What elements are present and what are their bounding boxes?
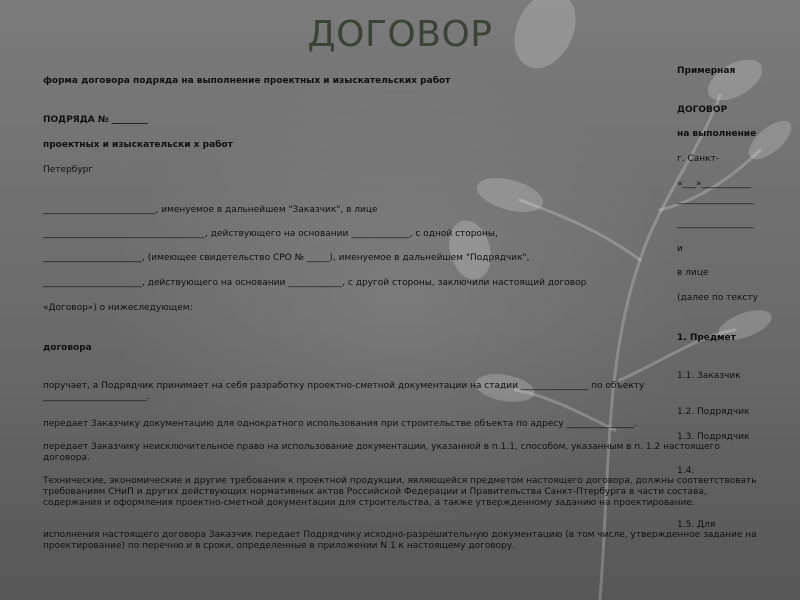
clause-1-5-label: 1.5. Для: [677, 520, 716, 530]
clause-1-1-text: поручает, а Подрядчик принимает на себя разработку проектно-сметной документации на стадии _______________ по объекту: [43, 381, 645, 391]
clause-1-5-text: исполнения настоящего договора Заказчик передает Подрядчику исходно-разрешительную документацию (в том числе, утвержденное задание на проектирование) по перечню и в сроки, определенные в приложении N 1 к настоящему договору.: [43, 530, 757, 551]
contract-number-line: ПОДРЯДА № ________: [43, 115, 148, 125]
works-line: проектных и изыскательски х работ: [43, 140, 233, 150]
agreement-line: «Договор») о нижеследующем:: [43, 303, 193, 313]
clause-1-2-label: 1.2. Подрядчик: [677, 407, 750, 417]
right-primernaya: Примерная: [677, 66, 736, 76]
right-v-litse: в лице: [677, 268, 709, 278]
other-side-line: ______________________, действующего на основании ____________, с другой стороны, заключили настоящий договор: [43, 278, 587, 288]
clause-1-4-label: 1.4.: [677, 466, 695, 476]
right-and: и: [677, 244, 683, 254]
right-blank-1: _________________: [677, 195, 754, 205]
section-1-heading: 1. Предмет: [677, 333, 736, 343]
clause-1-3-text: передает Заказчику неисключительное право на использование документации, указанной в п.1.1, способом, указанным в п. 1.2 настоящего договора.: [43, 442, 720, 463]
slide-title: ДОГОВОР: [307, 14, 493, 55]
right-city: г. Санкт-: [677, 154, 720, 164]
customer-line: _________________________, именуемое в дальнейшем "Заказчик", в лице: [43, 205, 378, 215]
acting-line: ____________________________________, действующего на основании _____________, с одной стороны,: [43, 229, 498, 239]
right-dalee: (далее по тексту: [677, 293, 758, 303]
clause-1-4-text: Технические, экономические и другие требования к проектной продукции, являющейся предметом настоящего договора, должны соответствовать требованиям СНиП и других действующих нормативных актов Российской Федерации и Правительства Санкт-Птербурга в части состава, содержания и оформления проектно-сметной документации для строительства, а также утвержденному заданию на проектирование.: [43, 476, 757, 508]
form-title: форма договора подряда на выполнение проектных и изыскательских работ: [43, 76, 451, 86]
clause-1-1-label: 1.1. Заказчик: [677, 371, 741, 381]
city-line: Петербург: [43, 165, 94, 175]
clause-1-2-text: передает Заказчику документацию для однократного использования при строительстве объекта по адресу _______________.: [43, 419, 637, 429]
certificate-line: ______________________, (имеющее свидетельство СРО № _____), именуемое в дальнейшем "Подрядчик",: [43, 253, 530, 263]
right-blank-2: _________________: [677, 219, 754, 229]
right-dogovor: ДОГОВОР: [677, 105, 728, 115]
clause-1-1-text-cont: _______________________.: [43, 392, 150, 402]
clause-1-3-label: 1.3. Подрядчик: [677, 432, 750, 442]
right-date-blank: «___»___________: [677, 179, 752, 189]
subject-continuation: договора: [43, 343, 92, 353]
right-na-vypolnenie: на выполнение: [677, 129, 757, 139]
